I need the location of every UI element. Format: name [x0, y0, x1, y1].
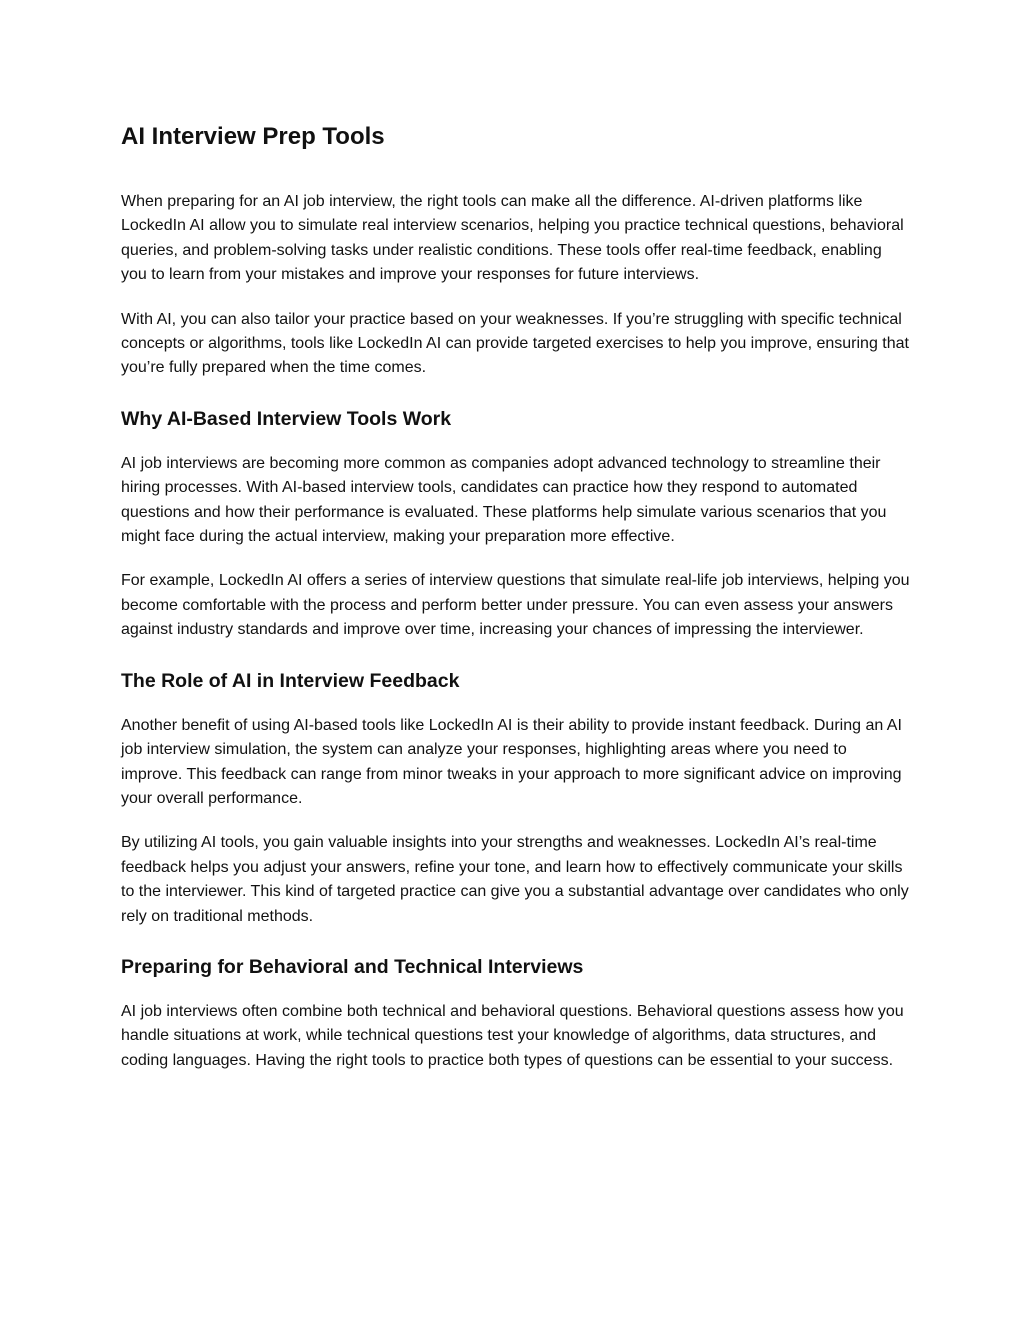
section-2-paragraph-2: By utilizing AI tools, you gain valuable insights into your strengths and weaknesses. LockedIn AI’s real-time feedback helps you adjust your answers, refine your tone, and learn how to effectively communicate your skills to the interviewer. This kind of targeted practice can give you a substantial advantage over candidates who only rely on traditional methods.	[121, 834, 909, 925]
page-title: AI Interview Prep Tools	[121, 123, 385, 150]
section-heading-role-of-ai-feedback: The Role of AI in Interview Feedback	[121, 669, 460, 692]
intro-paragraph-2: With AI, you can also tailor your practice based on your weaknesses. If you’re struggling with specific technical concepts or algorithms, tools like LockedIn AI can provide targeted exercises to help you improve, ensuring that you’re fully prepared when the time comes.	[121, 310, 909, 377]
section-heading-behavioral-technical: Preparing for Behavioral and Technical Interviews	[121, 955, 584, 978]
document-content	[121, 120, 911, 1073]
section-1-paragraph-1: AI job interviews are becoming more common as companies adopt advanced technology to streamline their hiring processes. With AI-based interview tools, candidates can practice how they respond to automated questions and how their performance is evaluated. These platforms help simulate various scenarios that you might face during the actual interview, making your preparation more effective.	[121, 454, 887, 546]
section-2-paragraph-1: Another benefit of using AI-based tools like LockedIn AI is their ability to provide instant feedback. During an AI job interview simulation, the system can analyze your responses, highlighting areas where you need to improve. This feedback can range from minor tweaks in your approach to more significant advice on improving your overall performance.	[121, 716, 902, 807]
intro-paragraph-1: When preparing for an AI job interview, the right tools can make all the difference. AI-driven platforms like LockedIn AI allow you to simulate real interview scenarios, helping you practice technical questions, behavioral queries, and problem-solving tasks under realistic conditions. These tools offer real-time feedback, enabling you to learn from your mistakes and improve your responses for future interviews.	[121, 193, 904, 284]
section-1-paragraph-2: For example, LockedIn AI offers a series of interview questions that simulate real-life job interviews, helping you become comfortable with the process and perform better under pressure. You can even assess your answers against industry standards and improve over time, increasing your chances of impressing the interviewer.	[121, 572, 910, 639]
section-3-paragraph-1: AI job interviews often combine both technical and behavioral questions. Behavioral questions assess how you handle situations at work, while technical questions test your knowledge of algorithms, data structures, and coding languages. Having the right tools to practice both types of questions can be essential to your success.	[121, 1002, 904, 1069]
section-heading-why-ai-tools-work: Why AI-Based Interview Tools Work	[121, 407, 452, 430]
